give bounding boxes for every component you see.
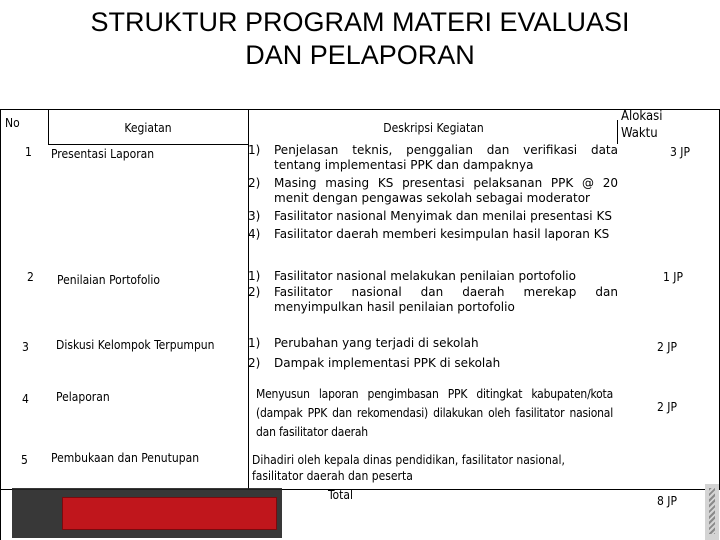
table-header-bottom <box>48 144 248 145</box>
row-2-item-1-num: 1) <box>248 269 261 283</box>
row-2-item-1-text: Fasilitator nasional melakukan penilaian portofolio <box>274 269 576 283</box>
row-2-item-2-num: 2) <box>248 285 261 299</box>
row-1-item-3-num: 3) <box>248 209 261 223</box>
row-3-kegiatan: Diskusi Kelompok Terpumpun <box>56 338 215 352</box>
row-2-alokasi: 1 JP <box>663 270 683 284</box>
row-3-item-1-text: Perubahan yang terjadi di sekolah <box>274 336 479 350</box>
row-4-deskripsi: Menyusun laporan pengimbasan PPK ditingkat kabupaten/kota (dampak PPK dan rekomendasi) dilakukan oleh fasilitator nasional dan fasilitator daerah <box>256 387 613 439</box>
table-col-divider-3 <box>617 120 618 144</box>
row-5-no: 5 <box>21 453 28 467</box>
row-3-deskripsi <box>248 336 618 376</box>
footer-red-box <box>62 497 277 530</box>
row-4-no: 4 <box>22 392 29 406</box>
row-2-no: 2 <box>27 270 34 284</box>
row-1-alokasi: 3 JP <box>670 145 690 159</box>
row-3-item-2-text: Dampak implementasi PPK di sekolah <box>274 356 501 370</box>
row-4-kegiatan: Pelaporan <box>56 390 110 404</box>
row-2-kegiatan: Penilaian Portofolio <box>57 273 161 287</box>
header-kegiatan: Kegiatan <box>124 121 172 135</box>
row-2-item-2-text: Fasilitator nasional dan daerah merekap dan menyimpulkan hasil penilaian portofolio <box>274 285 618 314</box>
row-5-kegiatan: Pembukaan dan Penutupan <box>51 451 200 465</box>
row-1-item-2-num: 2) <box>248 176 261 190</box>
header-no: No <box>5 116 20 130</box>
row-1-item-3-text: Fasilitator nasional Menyimak dan menilai presentasi KS <box>274 209 612 223</box>
title-line-2: DAN PELAPORAN <box>245 40 475 70</box>
row-1-item-1-num: 1) <box>248 143 261 157</box>
row-1-item-4-num: 4) <box>248 227 261 241</box>
total-value: 8 JP <box>657 494 677 508</box>
header-deskripsi: Deskripsi Kegiatan <box>383 121 484 135</box>
total-label: Total <box>328 488 354 502</box>
row-3-item-1-num: 1) <box>248 336 261 350</box>
row-3-no: 3 <box>22 340 29 354</box>
table-left-border <box>0 109 1 540</box>
row-3-alokasi: 2 JP <box>657 340 677 354</box>
row-1-no: 1 <box>25 145 32 159</box>
page-title <box>0 6 720 72</box>
scrollbar-thumb[interactable] <box>709 488 715 534</box>
row-3-item-2-num: 2) <box>248 356 261 370</box>
row-1-kegiatan: Presentasi Laporan <box>51 147 155 161</box>
title-line-1: STRUKTUR PROGRAM MATERI EVALUASI <box>90 7 630 37</box>
table-top-border <box>0 109 720 110</box>
row-5-deskripsi: Dihadiri oleh kepala dinas pendidikan, fasilitator nasional, fasilitator daerah dan peserta <box>252 453 565 483</box>
row-1-item-2-text: Masing masing KS presentasi pelaksanan PPK @ 20 menit dengan pengawas sekolah sebagai moderator <box>274 176 618 205</box>
row-1-deskripsi <box>248 143 618 243</box>
row-2-deskripsi <box>248 269 618 321</box>
row-1-item-4-text: Fasilitator daerah memberi kesimpulan hasil laporan KS <box>274 227 610 241</box>
header-alokasi: Alokasi Waktu <box>621 109 663 141</box>
row-4-alokasi: 2 JP <box>657 400 677 414</box>
row-1-item-1-text: Penjelasan teknis, penggalian dan verifikasi data tentang implementasi PPK dan dampaknya <box>274 143 618 172</box>
